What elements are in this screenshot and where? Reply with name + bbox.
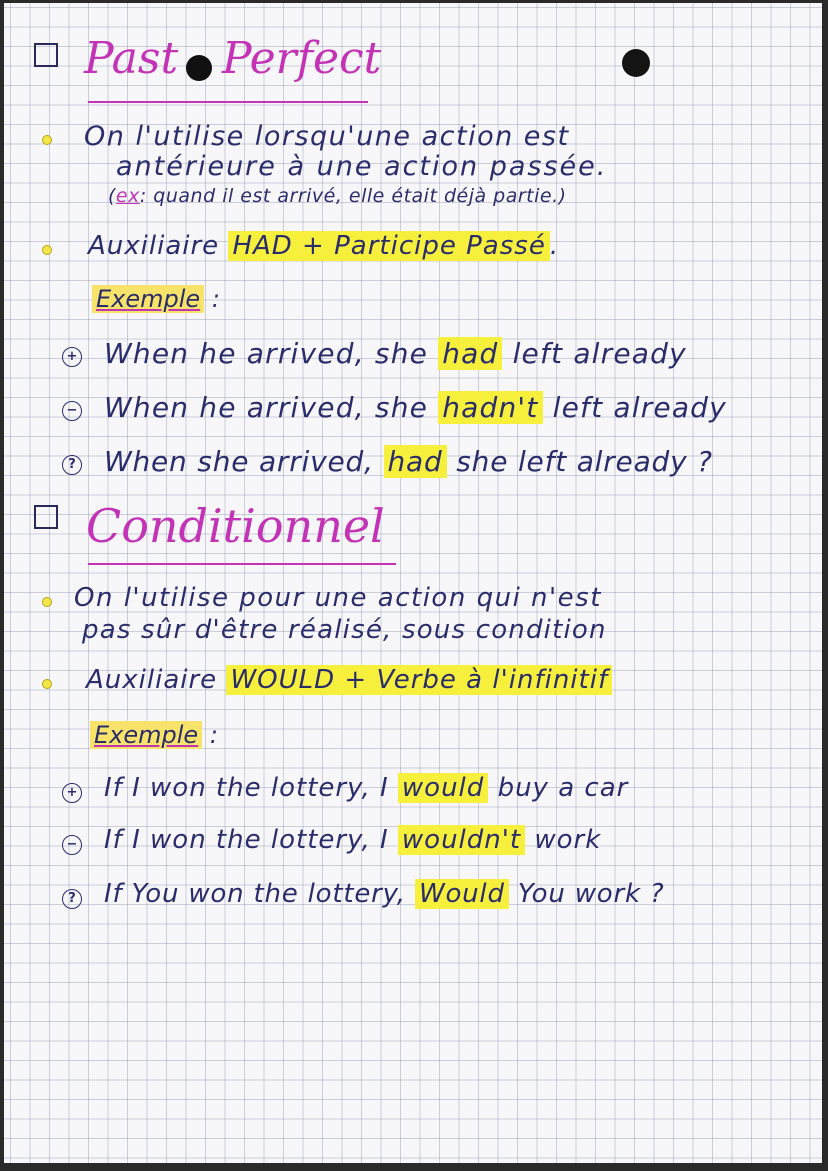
exemple-heading bbox=[90, 721, 218, 749]
negative-sign-icon: − bbox=[62, 401, 82, 421]
example-text: When she arrived, bbox=[104, 445, 374, 478]
section-checkbox-conditionnel bbox=[34, 505, 58, 529]
notebook-page bbox=[4, 3, 822, 1163]
example-text: she left already ? bbox=[456, 445, 713, 478]
example-text: left already bbox=[512, 337, 687, 370]
example-text: If I won the lottery, I bbox=[104, 825, 389, 855]
definition-line-2: antérieure à une action passée. bbox=[116, 151, 608, 182]
definition-line-1: On l'utilise lorsqu'une action est bbox=[84, 121, 570, 152]
example-highlight: would bbox=[398, 773, 488, 803]
auxiliary-rule bbox=[86, 665, 612, 695]
question-sign-icon: ? bbox=[62, 889, 82, 909]
example-text: When he arrived, she bbox=[104, 337, 429, 370]
example-sentence bbox=[104, 825, 601, 855]
punch-hole bbox=[622, 49, 650, 77]
title-separator-dot bbox=[186, 55, 212, 81]
auxiliary-label: Auxiliaire bbox=[88, 231, 220, 261]
example-text: buy a car bbox=[497, 773, 629, 803]
bullet-point bbox=[42, 135, 52, 145]
exemple-label: Exemple bbox=[92, 285, 204, 313]
bullet-point bbox=[42, 597, 52, 607]
ex-sentence: : quand il est arrivé, elle était déjà partie.) bbox=[139, 185, 567, 207]
example-sentence bbox=[104, 773, 628, 803]
example-text: If You won the lottery, bbox=[104, 879, 406, 909]
example-sentence bbox=[104, 337, 687, 370]
auxiliary-label: Auxiliaire bbox=[86, 665, 218, 695]
section-title-past: Past bbox=[84, 33, 179, 84]
paren-open: ( bbox=[108, 185, 116, 207]
example-highlight: hadn't bbox=[438, 391, 542, 424]
example-highlight: had bbox=[438, 337, 502, 370]
negative-sign-icon: − bbox=[62, 835, 82, 855]
example-text: If I won the lottery, I bbox=[104, 773, 389, 803]
exemple-colon: : bbox=[211, 285, 220, 313]
example-sentence bbox=[104, 391, 727, 424]
affirmative-sign-icon: + bbox=[62, 347, 82, 367]
example-highlight: wouldn't bbox=[398, 825, 525, 855]
section-title-perfect: Perfect bbox=[222, 33, 382, 84]
definition-line-2: pas sûr d'être réalisé, sous condition bbox=[82, 615, 607, 645]
exemple-heading bbox=[92, 285, 220, 313]
affirmative-sign-icon: + bbox=[62, 783, 82, 803]
bullet-point bbox=[42, 679, 52, 689]
example-sentence bbox=[104, 879, 665, 909]
example-sentence bbox=[104, 445, 713, 478]
title-underline bbox=[88, 563, 396, 565]
example-highlight: had bbox=[384, 445, 447, 478]
example-text: left already bbox=[552, 391, 727, 424]
example-highlight: Would bbox=[415, 879, 509, 909]
example-text: When he arrived, she bbox=[104, 391, 429, 424]
auxiliary-period: . bbox=[549, 231, 560, 261]
example-text: work bbox=[534, 825, 602, 855]
definition-example-line bbox=[108, 185, 567, 207]
auxiliary-formula: HAD + Participe Passé bbox=[228, 231, 549, 261]
example-text: You work ? bbox=[517, 879, 665, 909]
section-checkbox-past-perfect bbox=[34, 43, 58, 67]
bullet-point bbox=[42, 245, 52, 255]
exemple-colon: : bbox=[209, 721, 218, 749]
definition-line-1: On l'utilise pour une action qui n'est bbox=[74, 583, 602, 613]
question-sign-icon: ? bbox=[62, 455, 82, 475]
ex-abbreviation: ex bbox=[115, 185, 140, 207]
title-underline bbox=[88, 101, 368, 103]
auxiliary-rule bbox=[88, 231, 559, 261]
section-title-conditionnel: Conditionnel bbox=[86, 499, 385, 553]
auxiliary-formula: WOULD + Verbe à l'infinitif bbox=[226, 665, 612, 695]
exemple-label: Exemple bbox=[90, 721, 202, 749]
